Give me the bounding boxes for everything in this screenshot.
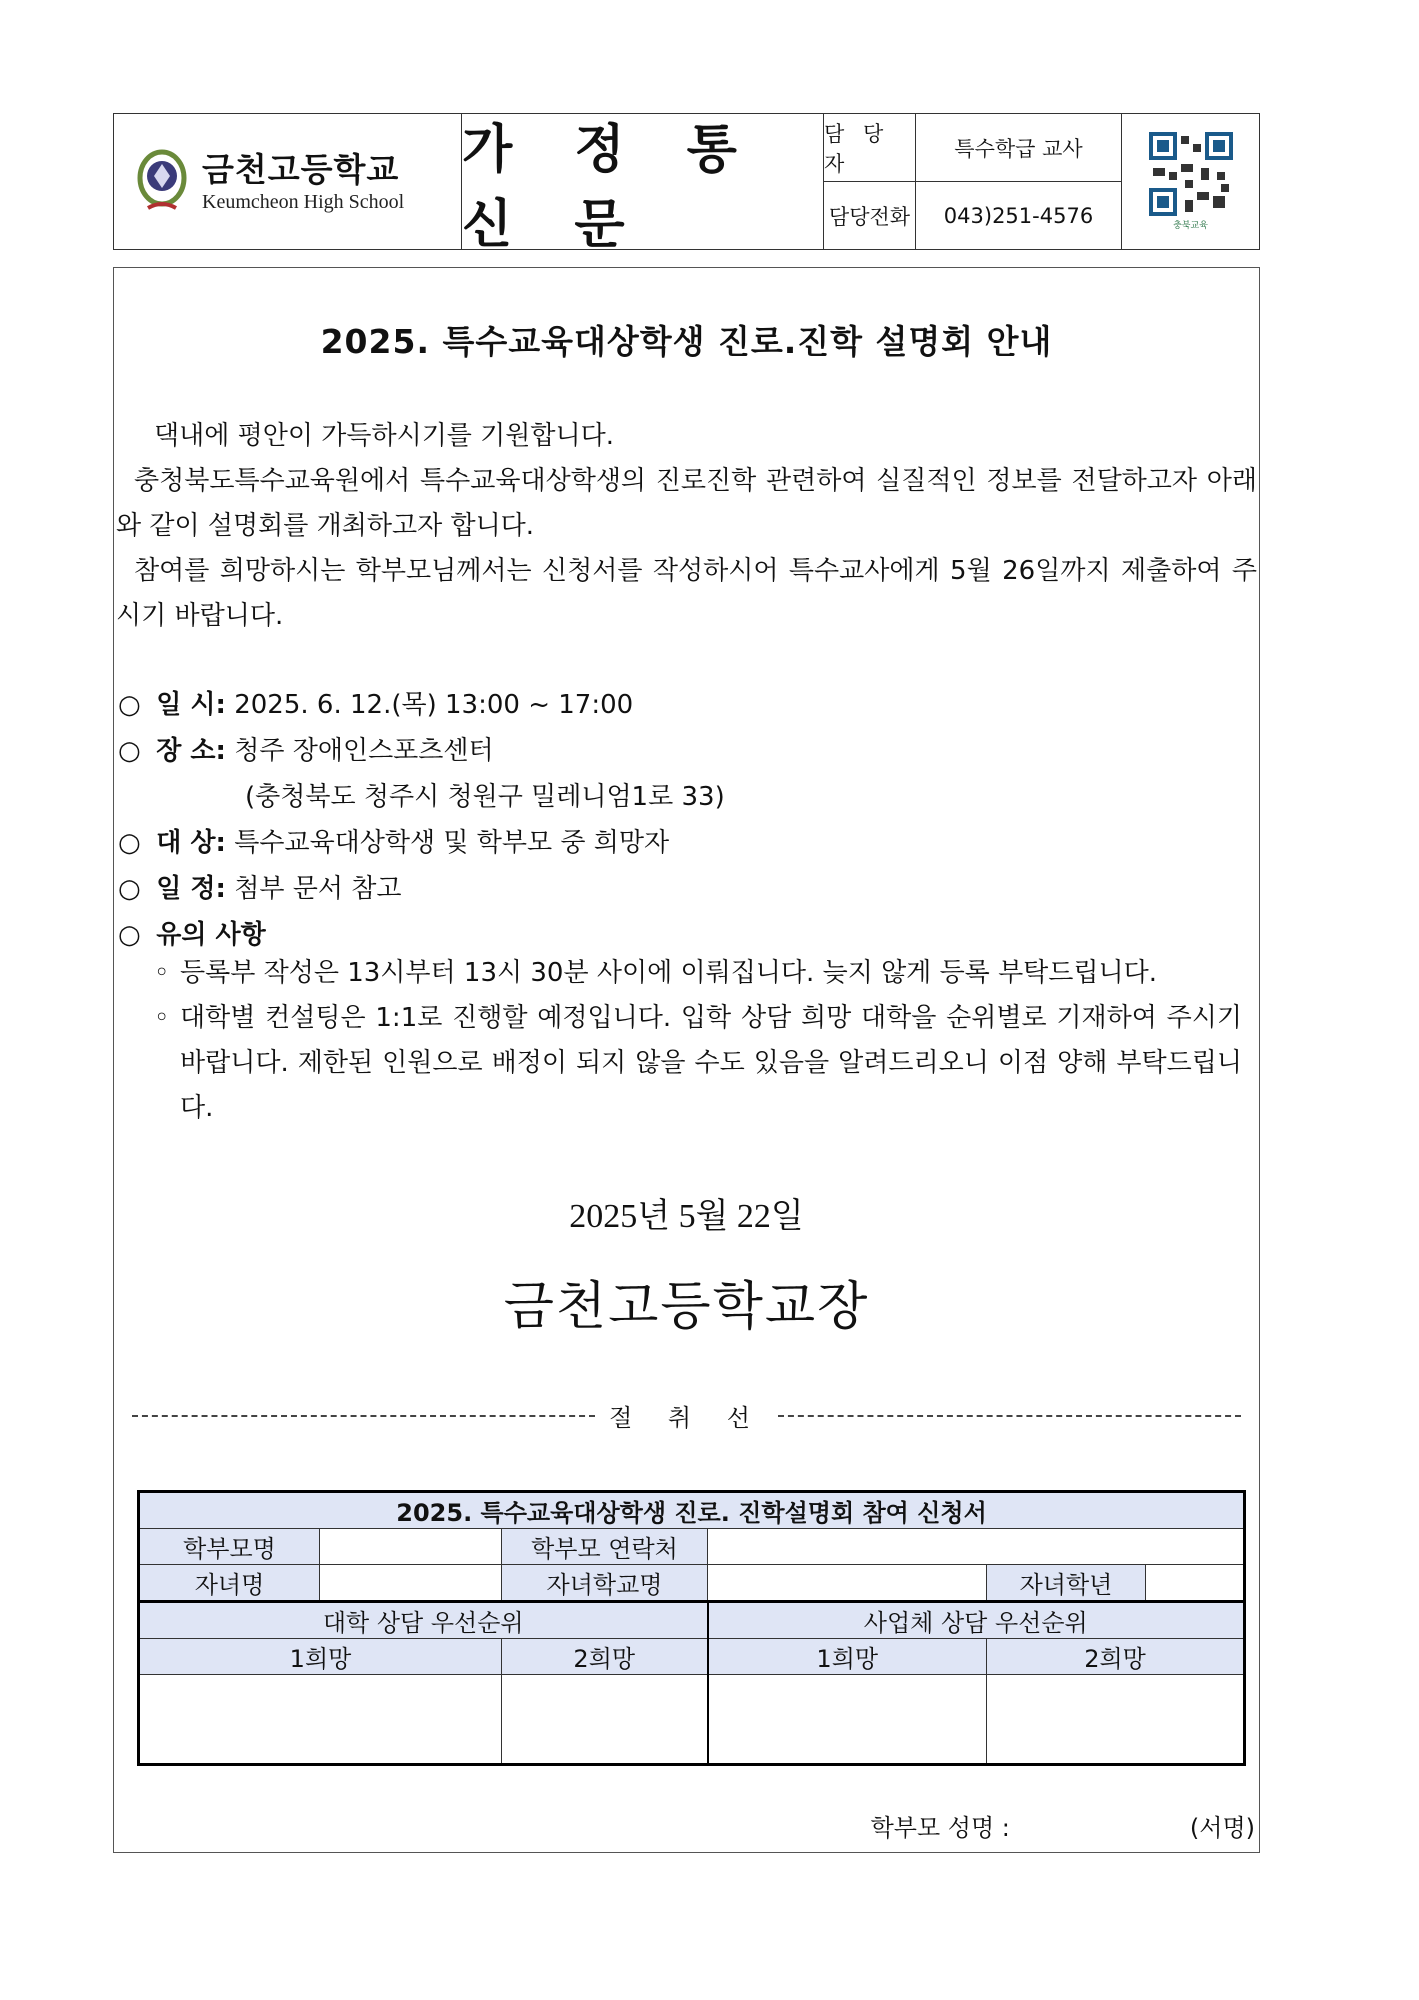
issue-date: 2025년 5월 22일 bbox=[569, 1198, 804, 1235]
list-item: ◦ 대학별 컨설팅은 1:1로 진행할 예정입니다. 입학 상담 희망 대학을 순위별로 기재하여 주시기 바랍니다. 제한된 인원으로 배정이 되지 않을 수도 있음을 알려드리오니 이점 양해 부탁드립니다. bbox=[154, 1003, 1242, 1123]
child-school-field[interactable] bbox=[708, 1565, 987, 1602]
university-first-choice-field[interactable] bbox=[139, 1675, 502, 1765]
child-grade-field[interactable] bbox=[1146, 1565, 1243, 1600]
parent-contact-label: 학부모 연락처 bbox=[502, 1529, 708, 1565]
request-paragraph: 참여를 희망하시는 학부모님께서는 신청서를 작성하시어 특수교사에게 5월 26일까지 제출하여 주시기 바랍니다. bbox=[116, 556, 1257, 631]
contact-person-label: 담 당 자 bbox=[824, 114, 916, 181]
parent-signature-label: 학부모 성명 : bbox=[870, 1814, 1010, 1842]
event-details bbox=[118, 682, 725, 958]
child-grade-label: 자녀학년 bbox=[987, 1565, 1146, 1600]
cut-line-label: 절 취 선 bbox=[609, 1404, 764, 1432]
school-emblem-icon bbox=[132, 142, 192, 222]
notes-list bbox=[154, 951, 1242, 1131]
qr-code-icon bbox=[1149, 132, 1233, 216]
child-name-field[interactable] bbox=[320, 1565, 502, 1602]
contact-phone-value: 043)251-4576 bbox=[943, 203, 1094, 228]
signature-mark: (서명) bbox=[1189, 1814, 1255, 1842]
principal-signature: 금천고등학교장 bbox=[503, 1277, 870, 1337]
school-name-english: Keumcheon High School bbox=[202, 190, 405, 213]
parent-contact-field[interactable] bbox=[708, 1529, 1245, 1565]
notice-body bbox=[113, 267, 1260, 1853]
school-logo-area bbox=[114, 114, 462, 249]
company-first-choice-field[interactable] bbox=[708, 1675, 987, 1765]
child-name-label: 자녀명 bbox=[139, 1565, 320, 1602]
form-title: 2025. 특수교육대상학생 진로. 진학설명회 참여 신청서 bbox=[139, 1492, 1245, 1529]
intro-paragraph: 충청북도특수교육원에서 특수교육대상학생의 진로진학 관련하여 실질적인 정보를 전달하고자 아래와 같이 설명회를 개최하고자 합니다. bbox=[116, 466, 1257, 541]
notice-title: 2025. 특수교육대상학생 진로.진학 설명회 안내 bbox=[320, 322, 1053, 361]
parent-signature-field[interactable] bbox=[1010, 1808, 1190, 1843]
detail-location: ○ 장 소: 청주 장애인스포츠센터 bbox=[118, 736, 494, 766]
university-first-choice-label: 1희망 bbox=[139, 1639, 502, 1675]
qr-code-area bbox=[1122, 114, 1259, 249]
letterhead bbox=[113, 113, 1260, 255]
contact-info bbox=[824, 114, 1122, 249]
cut-line bbox=[132, 1398, 1241, 1433]
list-item: ◦ 등록부 작성은 13시부터 13시 30분 사이에 이뤄집니다. 늦지 않게 등록 부탁드립니다. bbox=[154, 958, 1158, 988]
detail-target: ○ 대 상: 특수교육대상학생 및 학부모 중 희망자 bbox=[118, 828, 670, 858]
company-second-choice-field[interactable] bbox=[987, 1675, 1245, 1765]
university-priority-header: 대학 상담 우선순위 bbox=[139, 1602, 708, 1639]
document-type-title: 가 정 통 신 문 bbox=[462, 114, 824, 249]
qr-caption: 충북교육 bbox=[1173, 221, 1208, 231]
child-school-label: 자녀학교명 bbox=[502, 1565, 708, 1602]
detail-datetime: ○ 일 시: 2025. 6. 12.(목) 13:00 ~ 17:00 bbox=[118, 690, 634, 720]
detail-notes-heading: ○ 유의 사항 bbox=[118, 920, 266, 950]
university-second-choice-field[interactable] bbox=[502, 1675, 708, 1765]
application-form bbox=[137, 1490, 1246, 1766]
greeting: 댁내에 평안이 가득하시기를 기원합니다. bbox=[154, 421, 615, 451]
school-name-korean: 금천고등학교 bbox=[202, 149, 400, 189]
company-second-choice-label: 2희망 bbox=[987, 1639, 1245, 1675]
detail-schedule: ○ 일 정: 첨부 문서 참고 bbox=[118, 874, 402, 904]
company-priority-header: 사업체 상담 우선순위 bbox=[708, 1602, 1245, 1639]
university-second-choice-label: 2희망 bbox=[502, 1639, 708, 1675]
parent-signature-line bbox=[871, 1808, 1255, 1843]
contact-phone-label: 담당전화 bbox=[824, 182, 916, 249]
company-first-choice-label: 1희망 bbox=[708, 1639, 987, 1675]
detail-address: (충청북도 청주시 청원구 밀레니엄1로 33) bbox=[245, 782, 725, 812]
parent-name-field[interactable] bbox=[320, 1529, 502, 1565]
parent-name-label: 학부모명 bbox=[139, 1529, 320, 1565]
contact-person-value: 특수학급 교사 bbox=[954, 136, 1083, 161]
